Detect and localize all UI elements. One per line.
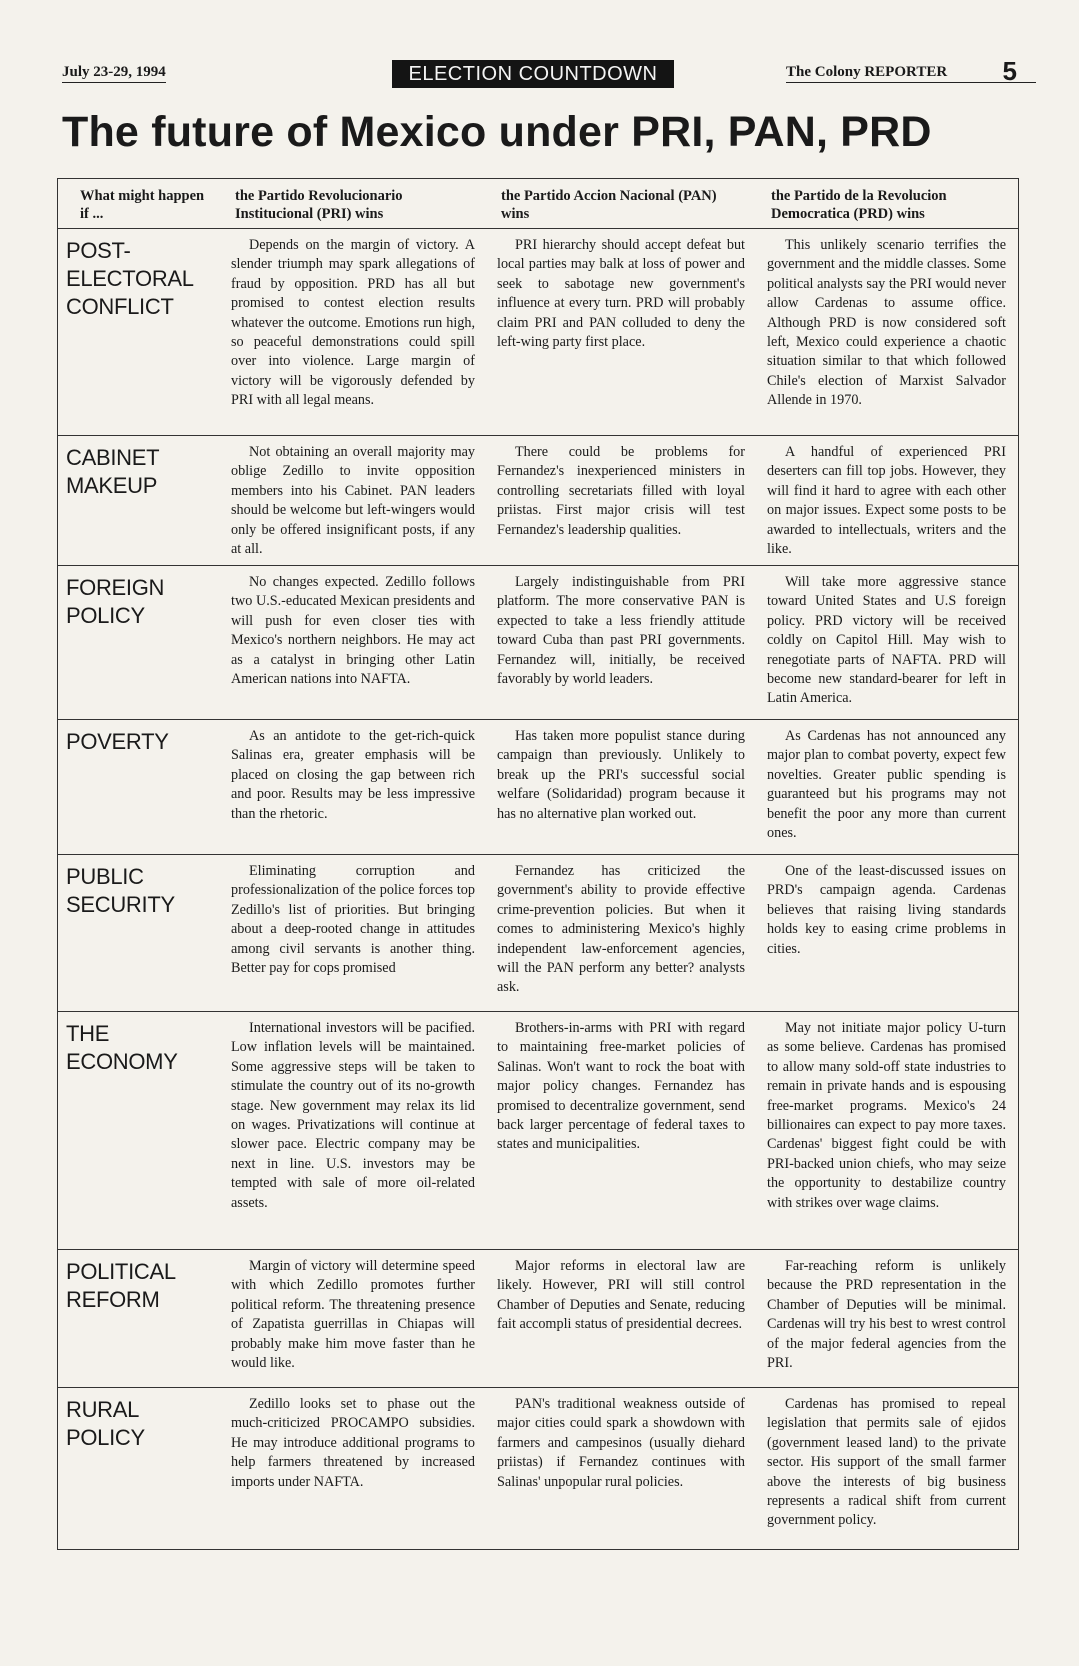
masthead xyxy=(62,58,1017,94)
pan-cell: Fernandez has criticized the government's ability to provide effective crime-prevention policies. But when it comes to administering Mexico's highly independent law-enforcement agencies, will the PAN perform any better? analysts ask. xyxy=(497,863,745,996)
prd-cell: May not initiate major policy U-turn as some believe. Cardenas has promised to allow many sold-off state industries to remain in private hands and is espousing free-market programs. Mexico's 24 billionaires can expect to pay more taxes. Cardenas' biggest fight could be with PRI-backed union chiefs, who may seize the opportunity to destabilize country with strikes over wage claims. xyxy=(767,1020,1006,1211)
pan-cell: PRI hierarchy should accept defeat but local parties may balk at loss of power and seek to sabotage new government's influence at every turn. PRD will probably claim PRI and PAN colluded to deny the left-wing party first place. xyxy=(497,237,745,351)
pri-cell: Depends on the margin of victory. A slender triumph may spark allegations of fraud by opposition. PRD has all but promised to contest election results whatever the outcome. Emotions run high, so peaceful demonstrations could spill over into violence. Large margin of victory will be vigorously defended by PRI with all legal means. xyxy=(231,237,475,409)
table-row-cabinet-makeup xyxy=(58,436,1018,566)
topic-label: FOREIGN POLICY xyxy=(66,575,165,628)
header-pri: the Partido Revolucionario Institucional (PRI) wins xyxy=(235,188,403,222)
prd-cell: One of the least-discussed issues on PRD's campaign agenda. Cardenas believes that raising living standards holds key to easing crime problems in cities. xyxy=(767,863,1006,957)
section-banner: ELECTION COUNTDOWN xyxy=(392,60,674,88)
table-header-row xyxy=(58,179,1018,229)
pri-cell: Eliminating corruption and professionalization of the police forces top Zedillo's list of priorities. But bringing about a deep-rooted change in attitudes among civil servants is another thing. Better pay for cops promised xyxy=(231,863,475,977)
pan-cell: Major reforms in electoral law are likely. However, PRI will still control Chamber of Deputies and Senate, reducing fait accompli status of presidential decrees. xyxy=(497,1258,745,1333)
pri-cell: Margin of victory will determine speed with which Zedillo promotes further political reform. The threatening presence of Zapatista guerrillas in Chiapas will probably make him move faster than he would like. xyxy=(231,1258,475,1372)
table-row-rural-policy xyxy=(58,1388,1018,1549)
page-headline: The future of Mexico under PRI, PAN, PRD xyxy=(62,108,932,156)
header-what-if: What might happen if ... xyxy=(80,188,205,222)
newspaper-name: The Colony REPORTER xyxy=(786,64,1036,83)
pan-cell: Has taken more populist stance during campaign than previously. Unlikely to break up the PRI's successful social welfare (Solidaridad) program because it has no alternative plan worked out. xyxy=(497,728,745,822)
pan-cell: Largely indistinguishable from PRI platform. The more conservative PAN is expected to take a less friendly attitude toward Cuba than past PRI governments. Fernandez will, initially, be received favorably by world leaders. xyxy=(497,574,745,688)
pri-cell: As an antidote to the get-rich-quick Salinas era, greater emphasis will be placed on closing the gap between rich and poor. Results may be less impressive than the rhetoric. xyxy=(231,728,475,822)
pan-cell: Brothers-in-arms with PRI with regard to maintaining free-market policies of Salinas. Won't want to rock the boat with major policy changes. Fernandez has promised to decentralize government, send back larger percentage of federal taxes to states and municipalities. xyxy=(497,1020,745,1153)
prd-cell: Far-reaching reform is unlikely because the PRD representation in the Chamber of Deputies will be minimal. Cardenas will try his best to wrest control of the major federal agencies from the PRI. xyxy=(767,1258,1006,1372)
prd-cell: A handful of experienced PRI deserters can fill top jobs. However, they will find it hard to agree with each other on major issues. Expect some posts to be awarded to intellectuals, writers and the like. xyxy=(767,444,1006,558)
pan-cell: PAN's traditional weakness outside of major cities could spark a showdown with farmers and campesinos (usually diehard priistas) if Fernandez continues with Salinas' unpopular rural policies. xyxy=(497,1396,745,1490)
header-prd: the Partido de la Revolucion Democratica (PRD) wins xyxy=(771,188,947,222)
page-number: 5 xyxy=(1002,56,1017,86)
issue-date: July 23-29, 1994 xyxy=(62,64,166,83)
header-pan: the Partido Accion Nacional (PAN) wins xyxy=(501,188,717,222)
topic-label: PUBLIC SECURITY xyxy=(66,864,175,917)
topic-label: RURAL POLICY xyxy=(66,1397,145,1450)
table-row-the-economy xyxy=(58,1012,1018,1250)
topic-label: POST-ELECTORAL CONFLICT xyxy=(66,238,193,319)
pan-cell: There could be problems for Fernandez's inexperienced ministers in controlling secretariats filled with loyal priistas. First major crisis will test Fernandez's leadership qualities. xyxy=(497,444,745,538)
prd-cell: Will take more aggressive stance toward United States and U.S foreign policy. PRD victory will be received coldly on Capitol Hill. May wish to renegotiate parts of NAFTA. PRD will become new standard-bearer for left in Latin America. xyxy=(767,574,1006,707)
table-row-post-electoral-conflict xyxy=(58,229,1018,436)
table-row-public-security xyxy=(58,855,1018,1012)
prd-cell: This unlikely scenario terrifies the government and the middle classes. Some political analysts say the PRI would never allow Cardenas to assume office. Although PRD is now considered soft left, Mexico could experience a chaotic situation similar to that which followed Chile's election of Marxist Salvador Allende in 1970. xyxy=(767,237,1006,409)
topic-label: CABINET MAKEUP xyxy=(66,445,159,498)
table-row-foreign-policy xyxy=(58,566,1018,720)
prd-cell: As Cardenas has not announced any major plan to combat poverty, expect few novelties. Greater public spending is guaranteed but his programs may not benefit the poor any more than current ones. xyxy=(767,728,1006,842)
pri-cell: No changes expected. Zedillo follows two U.S.-educated Mexican presidents and will push for even closer ties with Mexico's northern neighbors. He may act as a catalyst in bringing other Latin American nations into NAFTA. xyxy=(231,574,475,688)
topic-label: POVERTY xyxy=(66,729,169,754)
table-row-poverty xyxy=(58,720,1018,855)
table-row-political-reform xyxy=(58,1250,1018,1388)
topic-label: POLITICAL REFORM xyxy=(66,1259,175,1312)
topic-label: THE ECONOMY xyxy=(66,1021,178,1074)
pri-cell: Not obtaining an overall majority may oblige Zedillo to invite opposition members into his Cabinet. PAN leaders should be welcome but left-wingers would only be offered insignificant posts, if any at all. xyxy=(231,444,475,558)
pri-cell: Zedillo looks set to phase out the much-criticized PROCAMPO subsidies. He may introduce additional programs to help farmers threatened by increased imports under NAFTA. xyxy=(231,1396,475,1490)
pri-cell: International investors will be pacified. Low inflation levels will be maintained. Some aggressive steps will be taken to stimulate the country out of its no-growth stage. New government may relax its lid on wages. Privatizations will continue at slower pace. Electric company may be next in line. U.S. investors may be tempted with sale of more oil-related assets. xyxy=(231,1020,475,1211)
comparison-table xyxy=(57,178,1019,1550)
prd-cell: Cardenas has promised to repeal legislation that permits sale of ejidos (government leased land) to the private sector. His support of the small farmer above the interests of big business represents a radical shift from current government policy. xyxy=(767,1396,1006,1529)
